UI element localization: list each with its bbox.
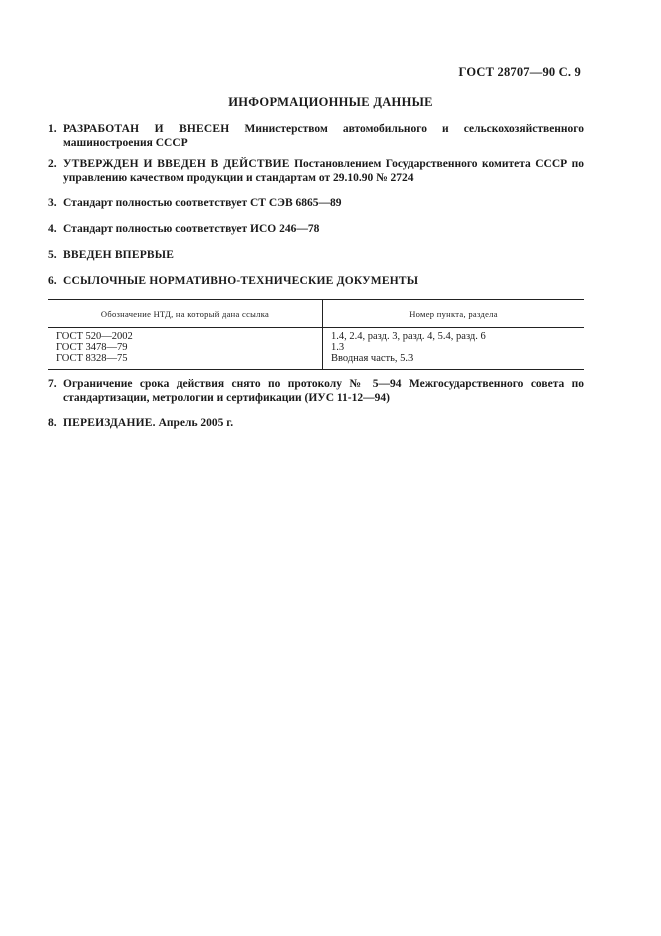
item-line <box>63 122 584 136</box>
info-item-7 <box>48 377 584 405</box>
table-row <box>48 328 584 370</box>
clause-cell <box>323 328 585 370</box>
item-caps-text: ВВЕДЕН ВПЕРВЫЕ <box>63 249 175 261</box>
info-item-2 <box>48 157 584 185</box>
clause-number: Вводная часть, 5.3 <box>331 353 414 364</box>
item-text: Министерством автомобильного и сельскохозяйственного <box>229 123 584 135</box>
item-text: Постановлением Государственного комитета СССР по <box>289 158 584 170</box>
document-designation: ГОСТ 8328—75 <box>56 353 128 364</box>
clause-number: 1.4, 2.4, разд. 3, разд. 4, 5.4, разд. 6 <box>331 331 486 342</box>
item-caps-text: ССЫЛОЧНЫЕ НОРМАТИВНО-ТЕХНИЧЕСКИЕ ДОКУМЕНТЫ <box>63 275 419 287</box>
clause-number: 1.3 <box>331 342 345 353</box>
info-item-8 <box>48 416 584 430</box>
table-header-row <box>48 300 584 328</box>
info-item-5 <box>48 248 584 262</box>
item-number: 5. <box>48 249 57 261</box>
document-designation: ГОСТ 520—2002 <box>56 331 133 342</box>
item-caps-text: ПЕРЕИЗДАНИЕ. <box>63 417 156 429</box>
references-table <box>48 299 584 370</box>
item-caps-text: УТВЕРЖДЕН И ВВЕДЕН В ДЕЙСТВИЕ <box>63 158 290 170</box>
section-title: ИНФОРМАЦИОННЫЕ ДАННЫЕ <box>228 95 433 109</box>
item-number: 8. <box>48 417 57 429</box>
item-number: 6. <box>48 275 57 287</box>
item-text: Стандарт полностью соответствует ИСО 246—78 <box>63 223 320 235</box>
info-item-3 <box>48 196 584 210</box>
item-line: машиностроения СССР <box>63 137 188 149</box>
document-code-header: ГОСТ 28707—90 С. 9 <box>458 65 581 79</box>
info-item-1 <box>48 122 584 150</box>
info-item-6 <box>48 274 584 288</box>
item-number: 2. <box>48 158 57 170</box>
item-line: Ограничение срока действия снято по протоколу № 5—94 Межгосударственного совета по <box>63 378 584 390</box>
item-number: 1. <box>48 123 57 135</box>
document-designation: ГОСТ 3478—79 <box>56 342 128 353</box>
item-number: 7. <box>48 378 57 390</box>
column-header-document: Обозначение НТД, на который дана ссылка <box>48 300 323 328</box>
item-number: 3. <box>48 197 57 209</box>
item-text: Апрель 2005 г. <box>155 417 234 429</box>
item-line <box>63 157 584 171</box>
item-line: стандартизации, метрологии и сертификации (ИУС 11-12—94) <box>63 392 390 404</box>
item-text: Стандарт полностью соответствует СТ СЭВ 6865—89 <box>63 197 342 209</box>
item-line: управлению качеством продукции и стандартам от 29.10.90 № 2724 <box>63 172 414 184</box>
item-number: 4. <box>48 223 57 235</box>
item-caps-text: РАЗРАБОТАН И ВНЕСЕН <box>63 123 230 135</box>
column-header-clause: Номер пункта, раздела <box>323 300 585 328</box>
info-item-4 <box>48 222 584 236</box>
document-cell <box>48 328 323 370</box>
